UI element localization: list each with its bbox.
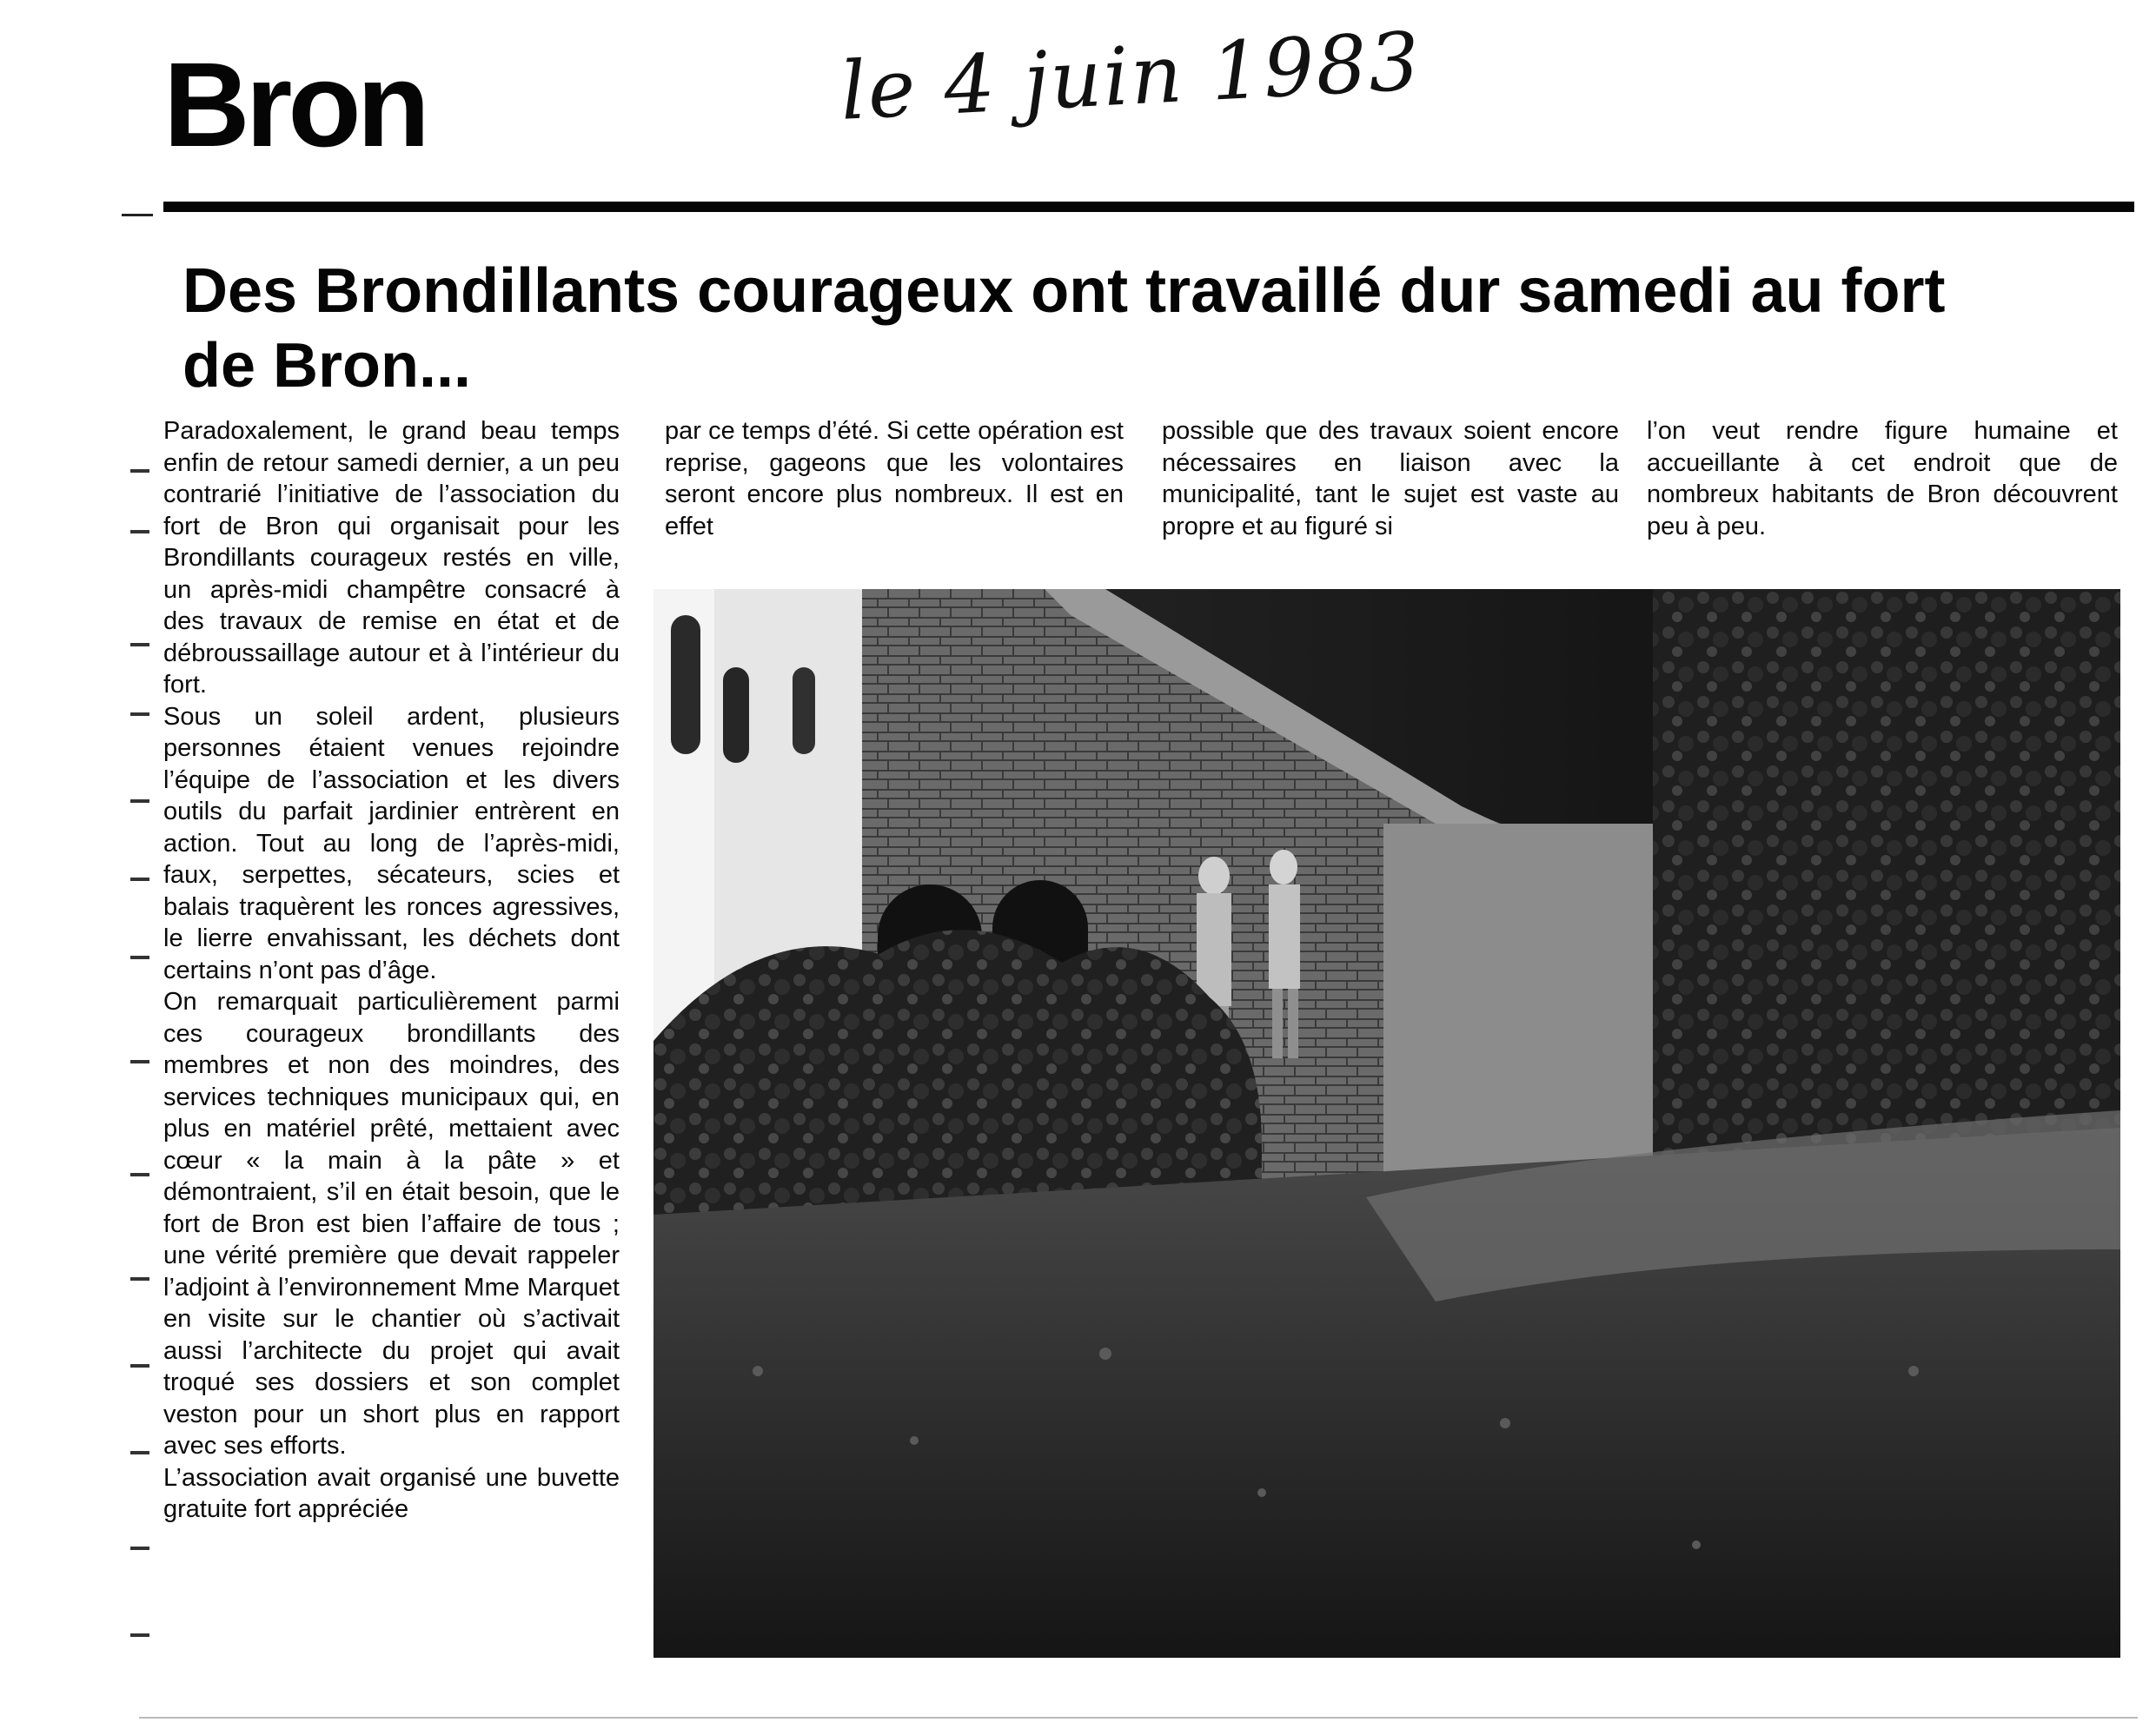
scan-mark	[130, 643, 149, 646]
rule-tick	[122, 214, 153, 216]
scan-mark	[130, 530, 149, 533]
article-column-2	[665, 415, 1124, 542]
scan-mark	[130, 712, 149, 716]
section-title: Bron	[163, 38, 426, 172]
scan-mark	[130, 799, 149, 803]
scan-mark	[130, 956, 149, 959]
paragraph: On remarquait particulièrement parmi ces courageux brondillants des membres et non des moindres, des services techniques municipaux qui, en plus en matériel prêté, mettaient avec cœur « la main à la pâte » et démontraient, s’il en était besoin, que le fort de Bron est bien l’affaire de tous ; une vérité première que devait rappeler l’adjoint à l’environnement Mme Marquet en visite sur le chantier où s’activait aussi l’architecte du projet qui avait troqué ses dossiers et son complet veston pour un short plus en rapport avec ses efforts.	[163, 988, 620, 1460]
paragraph: l’on veut rendre figure humaine et accueillante à cet endroit que de nombreux habitants de Bron découvrent peu à peu.	[1647, 417, 2118, 540]
article-column-1	[163, 415, 620, 1526]
article-column-4	[1647, 415, 2118, 542]
scan-mark	[130, 1173, 149, 1176]
scan-mark	[130, 878, 149, 881]
scan-edge-line	[139, 1717, 2138, 1719]
article-photo	[653, 589, 2120, 1658]
paragraph: L’association avait organisé une buvette gratuite fort appréciée	[163, 1463, 620, 1523]
article-column-3	[1162, 415, 1619, 542]
scan-mark	[130, 1633, 149, 1637]
paragraph: par ce temps d’été. Si cette opération est reprise, gageons que les volontaires seront encore plus nombreux. Il est en effet	[665, 417, 1124, 540]
scan-mark	[130, 1277, 149, 1281]
scan-mark	[130, 1364, 149, 1368]
paragraph: possible que des travaux soient encore nécessaires en liaison avec la municipalité, tant le sujet est vaste au propre et au figuré si	[1162, 417, 1619, 540]
scan-mark	[130, 1451, 149, 1454]
scan-margin-marks	[130, 469, 156, 1703]
handwritten-date: le 4 juin 1983	[838, 15, 1423, 138]
header-rule	[163, 202, 2134, 212]
paragraph: Sous un soleil ardent, plusieurs personnes étaient venues rejoindre l’équipe de l’association et les divers outils du parfait jardinier entrèrent en action. Tout au long de l’après-midi, faux, serpettes, sécateurs, scies et balais traquèrent les ronces agressives, le lierre envahissant, les déchets dont certains n’ont pas d’âge.	[163, 702, 620, 984]
photo-fort-de-bron	[653, 589, 2120, 1658]
scan-mark	[130, 469, 149, 473]
article-headline: Des Brondillants courageux ont travaillé dur samedi au fort de Bron...	[182, 256, 1946, 401]
scan-mark	[130, 1060, 149, 1063]
paragraph: Paradoxalement, le grand beau temps enfin de retour samedi dernier, a un peu contrarié l’initiative de l’association du fort de Bron qui organisait pour les Brondillants courageux restés en ville, un après-midi champêtre consacré à des travaux de remise en état et de débroussaillage autour et à l’intérieur du fort.	[163, 417, 620, 699]
scan-mark	[130, 1547, 149, 1550]
